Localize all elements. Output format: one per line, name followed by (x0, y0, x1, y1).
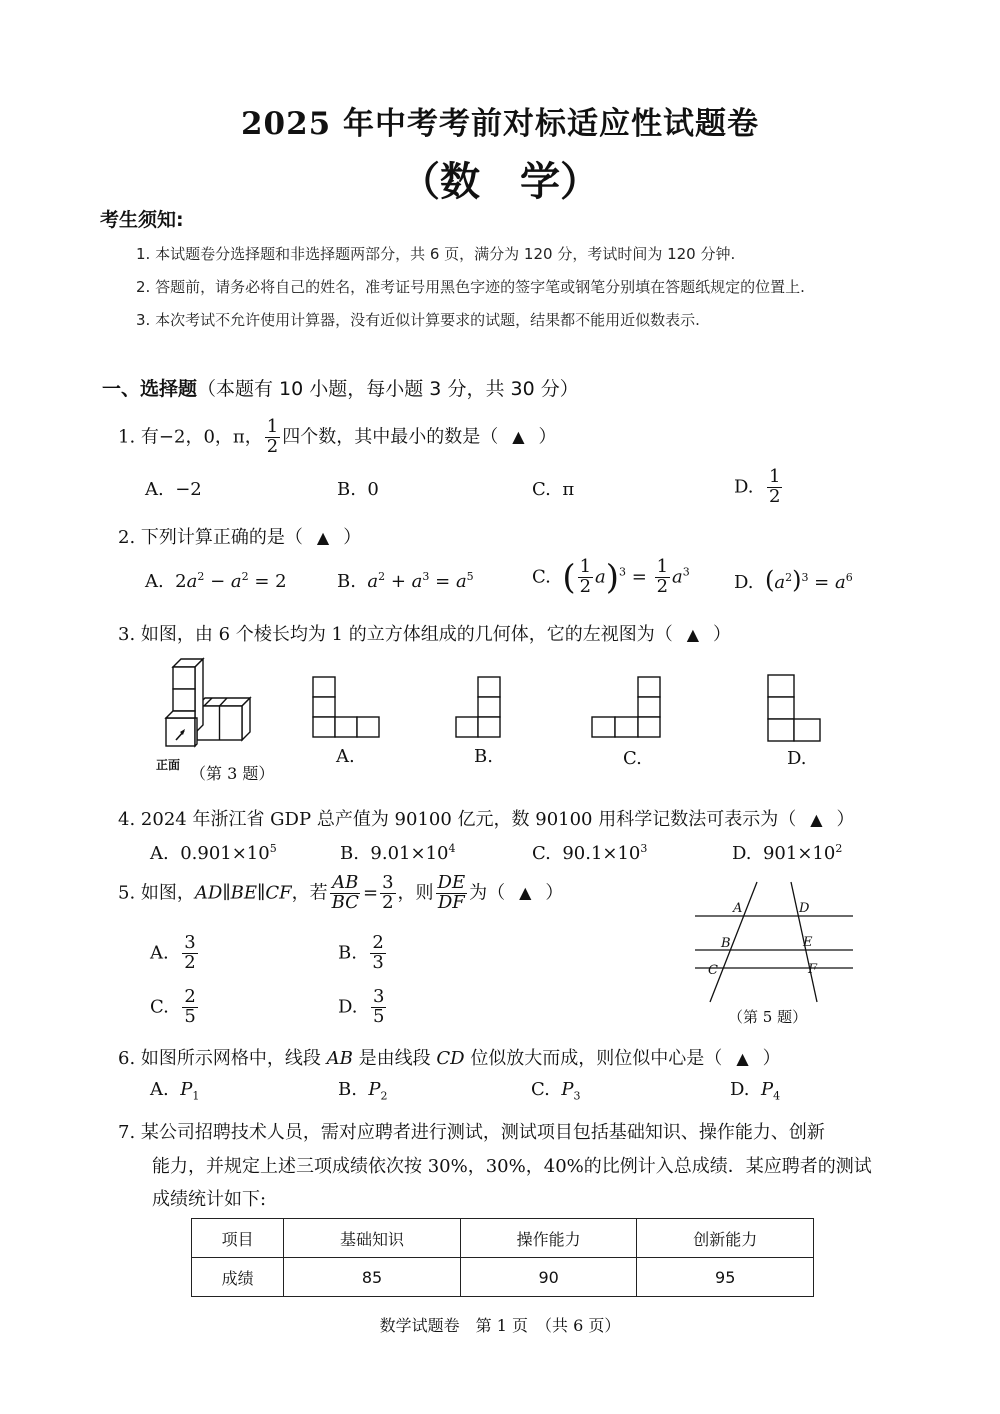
q2-option-c: C. ( $\frac{1}{2}$ a)$^3$ = $\frac{1}{2}$ $a^3$ (532, 556, 690, 598)
option-exponent: 5 (269, 842, 277, 855)
question-6 (118, 1044, 781, 1070)
q4-option-b (340, 842, 455, 864)
table-header-cell: 项目 (192, 1219, 284, 1258)
answer-mark: ▲ (316, 528, 330, 547)
q3-close: ） (713, 624, 732, 645)
option-point: P (368, 1079, 381, 1100)
q5-text-1: 如图， (140, 882, 195, 904)
frac-num: DE (437, 872, 466, 893)
q3-view-c (591, 676, 663, 740)
notice-item-3: 3. 本次考试不允许使用计算器，没有近似计算要求的试题，结果都不能用近似数表示. (136, 311, 700, 329)
option-letter: A. (150, 942, 169, 964)
q5-option-c (150, 988, 200, 1027)
question-5 (118, 874, 563, 913)
q6-option-a (150, 1079, 199, 1103)
q5-label-e: E (803, 935, 813, 950)
q5-label-a: A (733, 901, 743, 916)
answer-mark: ▲ (736, 1049, 749, 1068)
q3-number: 3. (118, 624, 136, 645)
q6-text-1: 如图所示网格中，线段 (140, 1048, 321, 1069)
frac-num: 1 (768, 466, 781, 487)
q5-close: ） (545, 882, 564, 904)
table-cell: 85 (284, 1258, 461, 1297)
frac-num: 2 (184, 986, 196, 1007)
question-3 (118, 620, 731, 646)
q4-option-c (532, 842, 647, 864)
frac-den: 3 (372, 951, 384, 973)
option-letter: C. (150, 996, 169, 1018)
option-value: π (562, 479, 575, 500)
transversal-left (710, 882, 757, 1002)
table-cell: 90 (460, 1258, 637, 1297)
option-value: 9.01×10 (370, 843, 449, 864)
q3-solid-figure (150, 652, 260, 762)
frac-num: 3 (184, 932, 196, 953)
q2-option-d: D. $(a^2)^3 = a^6$ (734, 566, 853, 594)
q1-option-d (734, 468, 784, 507)
option-letter: C. (532, 566, 551, 588)
frac-num: 2 (372, 932, 384, 953)
q5-option-b (338, 934, 388, 973)
answer-mark: ▲ (519, 883, 532, 903)
q7-line-3: 成绩统计如下: (152, 1189, 267, 1210)
q2-option-a: A. $2a^2 - a^2 = 2$ (145, 570, 287, 592)
q1-fraction (265, 418, 280, 457)
q3-option-a-label: A. (336, 746, 355, 767)
q3-caption: （第 3 题） (190, 764, 275, 783)
q3-text: 如图，由 6 个棱长均为 1 的立方体组成的几何体，它的左视图为（ (140, 624, 673, 645)
option-letter: A. (150, 843, 169, 864)
q3-view-d (767, 674, 823, 744)
option-letter: D. (734, 476, 754, 498)
q5-text-2: ，若 (291, 882, 328, 904)
q5-label-d: D (799, 901, 810, 916)
q5-label-c: C (708, 963, 718, 978)
q1-number: 1. (118, 426, 136, 448)
q5-label-f: F (808, 962, 818, 977)
option-letter: C. (532, 479, 551, 500)
question-2 (118, 523, 361, 549)
q4-option-d (732, 842, 842, 864)
q1-prefix: 有−2，0，π， (140, 426, 263, 448)
q2-text: 下列计算正确的是（ (140, 527, 303, 548)
q6-option-c (531, 1079, 580, 1103)
frac-den: 2 (184, 951, 196, 973)
q5-equals: = (362, 882, 379, 904)
q5-text-4: 为（ (469, 882, 506, 904)
option-value: 0 (367, 479, 379, 500)
exam-subject (0, 150, 1000, 207)
q3-front-label: 正面 (156, 758, 181, 772)
option-subscript: 4 (773, 1089, 781, 1103)
answer-mark: ▲ (810, 810, 823, 829)
option-letter: C. (531, 1079, 550, 1100)
answer-mark: ▲ (512, 427, 525, 447)
q6-text-2: 是由线段 (358, 1048, 431, 1069)
option-value: 90.1×10 (562, 843, 641, 864)
q7-line-1: 某公司招聘技术人员，需对应聘者进行测试，测试项目包括基础知识、操作能力、创新 (140, 1122, 825, 1143)
option-value: −2 (175, 479, 202, 500)
q6-option-d (730, 1079, 780, 1103)
q3-view-a (312, 676, 382, 740)
table-header-cell: 操作能力 (460, 1219, 637, 1258)
q6-segment-cd: CD (436, 1048, 465, 1069)
option-letter: B. (337, 479, 356, 500)
q1-option-b (337, 479, 379, 500)
question-7 (118, 1118, 825, 1144)
option-letter: A. (145, 479, 164, 500)
notice-heading: 考生须知: (100, 209, 184, 231)
frac-den: BC (331, 891, 359, 913)
option-point: P (760, 1079, 774, 1100)
table-cell: 成绩 (192, 1258, 284, 1297)
option-letter: D. (338, 996, 358, 1018)
frac-num: 3 (382, 872, 394, 893)
option-letter: B. (338, 1079, 357, 1100)
q5-option-d (338, 988, 388, 1027)
option-subscript: 3 (573, 1089, 581, 1103)
option-exponent: 3 (640, 842, 648, 855)
option-letter: A. (145, 571, 164, 592)
q2-option-b: B. $a^2 + a^3 = a^5$ (337, 570, 474, 592)
q2-close: ） (343, 527, 362, 548)
table-cell: 95 (637, 1258, 814, 1297)
q7-number: 7. (118, 1122, 136, 1143)
q1-frac-den: 2 (266, 435, 279, 457)
table-row (192, 1258, 814, 1297)
frac-den: 5 (184, 1005, 196, 1027)
q4-text: 2024 年浙江省 GDP 总产值为 90100 亿元，数 90100 用科学记数法可表示为（ (140, 809, 797, 830)
q5-parallel-lines-figure (690, 880, 860, 1020)
q5-number: 5. (118, 882, 136, 904)
option-point: P (561, 1079, 574, 1100)
frac-num: AB (332, 872, 359, 893)
q5-option-a (150, 934, 200, 973)
q4-number: 4. (118, 809, 136, 830)
q6-segment-ab: AB (326, 1048, 353, 1069)
q6-close: ） (762, 1048, 781, 1069)
q6-number: 6. (118, 1048, 136, 1069)
q1-option-a (145, 479, 202, 500)
q6-option-b (338, 1079, 388, 1103)
q1-close: ） (538, 426, 557, 448)
q2-number: 2. (118, 527, 136, 548)
option-letter: C. (532, 843, 551, 864)
table-header-cell: 创新能力 (637, 1219, 814, 1258)
subject-right: 学） (520, 158, 600, 205)
option-value: 901×10 (762, 843, 836, 864)
option-value: 0.901×10 (180, 843, 270, 864)
question-4 (118, 805, 855, 831)
q4-close: ） (836, 809, 855, 830)
section-heading (102, 374, 579, 401)
question-1 (118, 418, 557, 457)
option-point: P (180, 1079, 193, 1100)
option-letter: D. (730, 1079, 750, 1100)
q3-view-b (455, 676, 505, 740)
option-letter: A. (150, 1079, 169, 1100)
notice-item-1: 1. 本试题卷分选择题和非选择题两部分，共 6 页，满分为 120 分，考试时间为 120 分钟. (136, 245, 736, 263)
q3-option-c-label: C. (623, 748, 642, 769)
frac-den: DF (437, 891, 465, 913)
page-footer: 数学试题卷 第 1 页 （共 6 页） (379, 1316, 621, 1335)
option-letter: B. (337, 571, 356, 592)
q1-frac-num: 1 (266, 416, 279, 437)
option-exponent: 2 (835, 842, 843, 855)
q1-d-fraction (767, 468, 782, 507)
q3-option-d-label: D. (787, 748, 807, 769)
notice-item-2: 2. 答题前，请务必将自己的姓名，准考证号用黑色字迹的签字笔或钢笔分别填在答题纸规定的位置上. (136, 278, 805, 296)
frac-den: 2 (768, 485, 781, 507)
option-subscript: 2 (380, 1089, 388, 1103)
q5-label-b: B (721, 936, 731, 951)
option-letter: D. (732, 843, 752, 864)
frac-num: 3 (372, 986, 385, 1007)
subject-left: （数 (400, 158, 480, 205)
option-letter: B. (338, 942, 357, 964)
table-header-row (192, 1219, 814, 1258)
q6-text-3: 位似放大而成，则位似中心是（ (470, 1048, 723, 1069)
q5-caption: （第 5 题） (728, 1008, 808, 1026)
frac-den: 2 (382, 891, 394, 913)
q5-text-3: ，则 (397, 882, 434, 904)
q1-option-c (532, 479, 574, 500)
table-header-cell: 基础知识 (284, 1219, 461, 1258)
option-letter: D. (734, 572, 754, 593)
section-note: （本题有 10 小题，每小题 3 分，共 30 分） (197, 378, 579, 400)
exam-title: 2025 年中考考前对标适应性试题卷 (240, 106, 760, 142)
frac-den: 5 (372, 1005, 385, 1027)
option-subscript: 1 (192, 1089, 200, 1103)
q5-parallel: AD∥BE∥CF (194, 882, 292, 904)
q3-option-b-label: B. (474, 746, 493, 767)
q7-line-2: 能力，并规定上述三项成绩依次按 30%，30%，40%的比例计入总成绩．某应聘者的测试 (152, 1156, 872, 1177)
answer-mark: ▲ (686, 625, 700, 644)
section-label: 一、选择题 (102, 378, 198, 400)
q4-option-a (150, 842, 277, 864)
option-letter: B. (340, 843, 359, 864)
q1-suffix: 四个数，其中最小的数是（ (282, 426, 499, 448)
q7-score-table (191, 1218, 814, 1297)
option-exponent: 4 (448, 842, 456, 855)
